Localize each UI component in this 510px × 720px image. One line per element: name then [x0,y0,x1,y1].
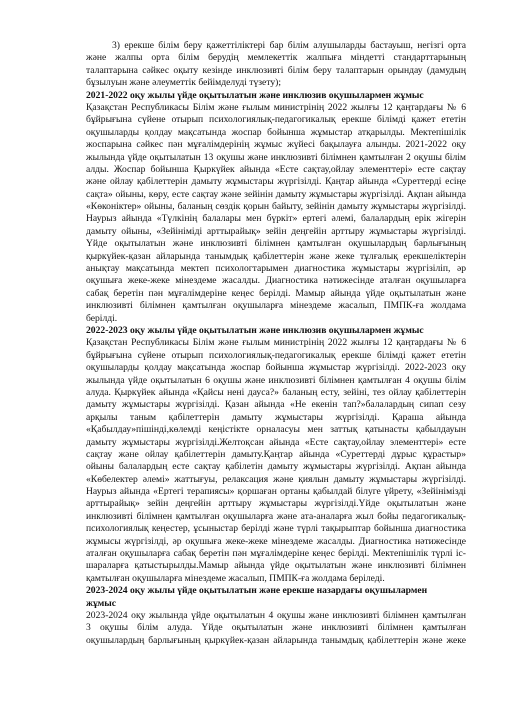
text-line: қамтылған оқушыларға мінездеме жасалып, ПМПК-ға жолдама беріледі. [86,572,385,584]
text-line: арқылы таным қабілеттерін дамыту жұмыстары жүргізілді. Қараша айында [86,411,466,423]
section-heading-line: 2023-2024 оқу жылы үйде оқытылатын және ерекше назардағы оқушылармен [86,585,428,597]
text-line: инклюзивті білімнен қамтылған оқушыларға мінездеме жасалып, ПМПК-ға жолдама [86,300,466,312]
text-line: Үйде оқытылатын және инклюзивті білімнен қамтылған оқушылардың барлығының [86,238,466,250]
text-line: сақтау және ойлау қабілеттерін дамыту.Қаңтар айында «Суреттерді дұрыс құрастыр» [86,448,466,460]
text-line: Наурыз айында «Ертегі терапиясы» қоршаған ортаны қабылдай білуге үйрету, «Зейінімізді [86,486,466,498]
text-line: шараларға қатыстырылды.Мамыр айында үйде оқытылатын және инклюзивті білімнен [86,560,466,572]
text-line: бұйрығына сүйене отырып психологиялық-педагогикалық ерекше білімді қажет ететін [86,114,466,126]
text-line: дамыту жұмыстары жүргізілді. Қазан айында «Не екенін тап?»балалардың сипап сезу [86,399,466,411]
text-line: 2023-2024 оқу жылында үйде оқытылатын 4 оқушы және инклюзивті білімнен қамтылған [86,609,466,621]
text-line: Наурыз айында «Түлкінің балалары мен бүркіт» ертегі әлемі, балалардың ерік жігерін [86,213,466,225]
text-line: ойыны балалардың есте сақтау қабілетін дамыту жұмыстары жүргізілді. Ақпан айында [86,461,466,473]
text-line: Қазақстан Республикасы Білім және ғылым министрінің 2022 жылғы 12 қаңтардағы № 6 [86,337,466,349]
text-line: Қазақстан Республикасы Білім және ғылым министрінің 2022 жылғы 12 қаңтардағы № 6 [86,101,466,113]
text-line: аталған оқушыларға сабақ беретін пән мұғалімдеріне кеңес берілді. Мектепішілік түрлі іс- [86,548,466,560]
text-line: 3) ерекше білім беру қажеттіліктері бар білім алушыларды бастауыш, негізгі орта [112,40,466,51]
text-line: жоспарына сәйкес пән мұғалімдерінің жұмыс жүйесі бақылауға алынды. 2021-2022 оқу [86,139,466,151]
text-line: жылында үйде оқытылатын 6 оқушы және инклюзивті білімнен қамтылған 4 оқушы білім [86,374,466,386]
text-line: «Қабылдау»пішінді,көлемді кеңістікте орналасуы мен заттық қатынасты қабылдауын [86,424,466,436]
text-line: талаптарына сәйкес оқыту кезінде инклюзивті білім беру талаптарын орындау (дамудың [86,64,466,76]
text-line: сақта» ойыны, көру, есте сақтау және зейінін дамыту жұмыстары жүргізілді. Ақпан айында [86,188,466,200]
text-line: қыркүйек-қазан айларында танымдық қабілеттерін және жеке тұлғалық ерекшеліктерін [86,250,466,262]
text-line: және ойлау қабілеттерін дамыту жұмыстары жүргізілді. Қаңтар айында «Суреттерді есіңе [86,176,466,188]
text-line: алды. Жоспар бойынша Қыркүйек айында «Есте сақтау,ойлау элементтері» есте сақтау [86,163,466,175]
text-line: және жалпы орта білім берудің мемлекеттік жалпыға міндетті стандарттарының [86,52,466,64]
text-line: жылында үйде оқытылатын 13 оқушы және инклюзивті білімнен қамтылған 2 оқушы білім [86,151,466,163]
text-line: сабақ беретін пән мұғалімдеріне кеңес берілді. Мамыр айында үйде оқытылатын және [86,287,466,299]
text-line: берілді. [86,312,118,324]
text-line: оқушыларды қолдау мақсатында жоспар бойынша жұмыстар атқарылды. Мектепішілік [86,126,466,138]
text-line: анықтау мақсатында мектеп психологтарымен диагностика жұмыстары жүргізіліп, әр [86,263,466,275]
text-line: «Көбелектер әлемі» жаттығуы, релаксация және қиялын дамыту жұмыстары жүргізілді. [86,473,466,485]
text-line: алуда. Қыркүйек айында «Қайсы нені дауса?» баланың есту, зейіні, тез ойлау қабілеттерін [86,386,466,398]
text-line: оқушыларды қолдау мақсатында жоспар бойынша жұмыстар жүргізілді. 2022-2023 оқу [86,362,466,374]
text-line: 3 оқушы білім алуда. Үйде оқытылатын және инклюзивті білімнен қамтылған [86,622,466,634]
text-line: инклюзивті білімнен қамтылған оқушыларға және ата-аналарға жыл бойы педагогикалық- [86,510,466,522]
section-heading-line: жұмыс [86,597,117,609]
text-line: психологиялық кеңестер, ұсыныстар берілді және түрлі тақырыптар бойынша диагностика [86,523,466,535]
text-line: дамыту жұмыстары жүргізілді.Желтоқсан айында «Есте сақтау,ойлау элементтері» есте [86,436,466,448]
section-heading-line: 2021-2022 оқу жылы үйде оқытылатын және инклюзив оқушылармен жұмыс [86,89,424,101]
text-line: жұмысы жүргізілді, әр оқушыға жеке-жеке мінездеме жасалды. Диагностика нәтижесінде [86,535,466,547]
text-line: оқушылардың барлығының қыркүйек-қазан айларында танымдық қабілеттерін және жеке [86,634,466,646]
section-heading-line: 2022-2023 оқу жылы үйде оқытылатын және инклюзив оқушылармен жұмыс [86,324,424,336]
text-line: бұйрығына сүйене отырып психологиялық-педагогикалық ерекше білімді қажет ететін [86,349,466,361]
text-line: оқушыға жеке-жеке мінездеме жасалды. Диагностика нәтижесінде аталған оқушыларға [86,275,466,287]
text-line: арттырайық» зейін деңгейін арттыру жұмыстары жүргізілді.Үйде оқытылатын және [86,498,466,510]
text-line: бұзылуын және әлеуметтік бейімделуді түзету); [86,77,282,89]
text-line: дамыту ойыны, «Зейініміді арттырайық» зейін деңгейін арттыру жұмыстары жүргізілді. [86,225,466,237]
text-line: «Көконіктер» ойыны, баланың сөздік қорын байыту, зейінін дамыту жұмыстары жүргізілді. [86,201,466,213]
